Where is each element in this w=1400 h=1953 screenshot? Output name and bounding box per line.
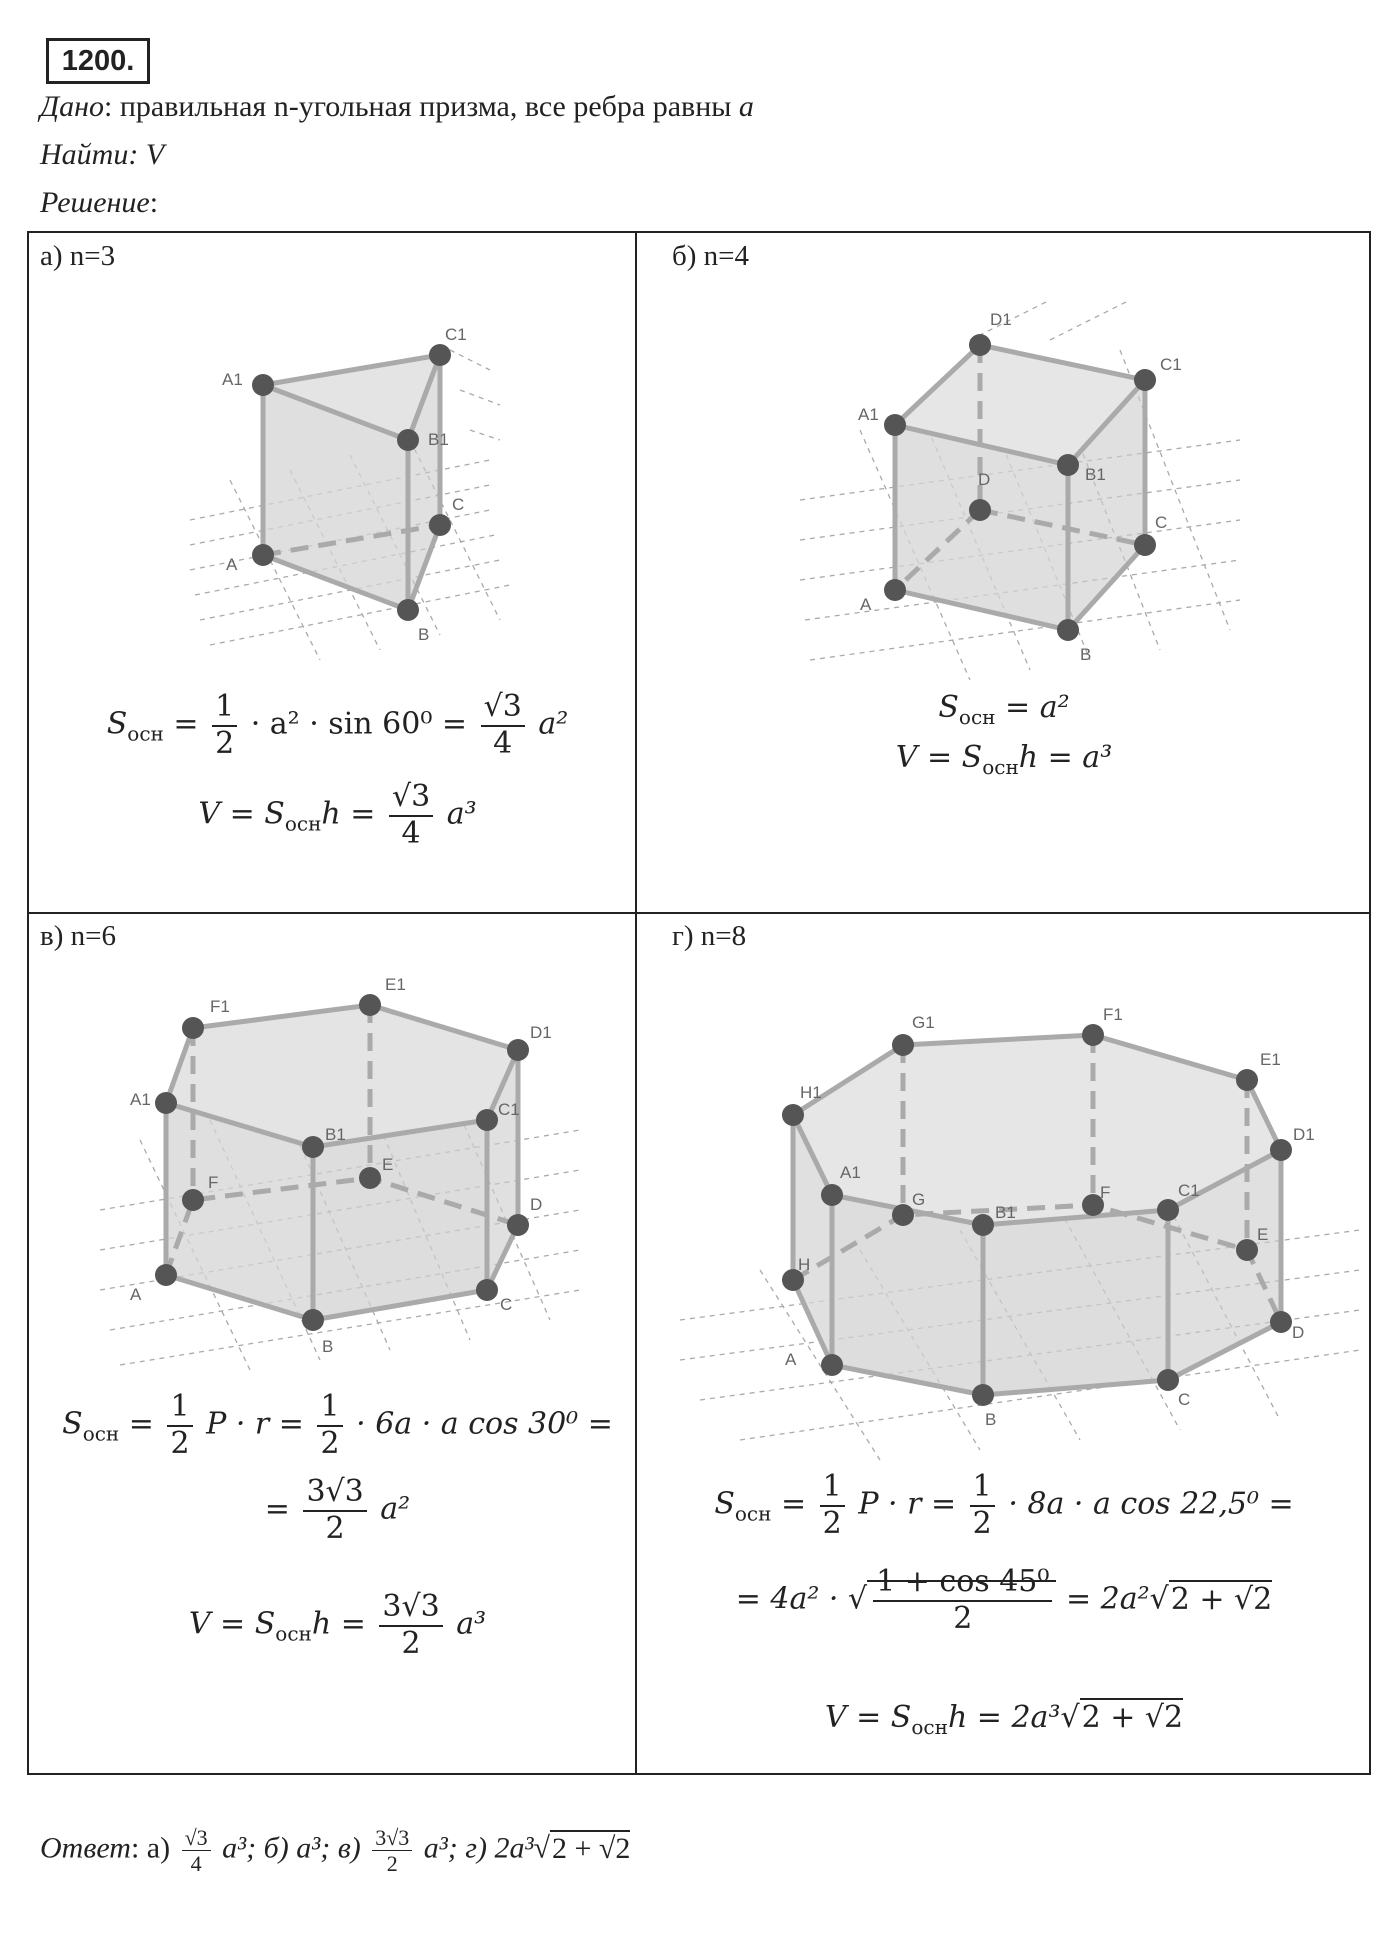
point-e-label: E: [382, 1155, 394, 1174]
point-b-label: B: [418, 625, 430, 644]
point-a-label: A: [226, 555, 238, 574]
fraction: $\frac{1}{2}$: [820, 1470, 845, 1541]
given-text: : правильная n-угольная призма, все ребра равны: [103, 90, 732, 123]
point-h-label: H: [798, 1255, 811, 1274]
find-label: Найти: [40, 138, 129, 171]
point-a1-label: A1: [858, 405, 879, 424]
point-b1-label: B1: [995, 1203, 1016, 1222]
answer-line: Ответ: а) $\frac{√3}{4}$ a³; б) a³; в) $\frac{3√3}{2}$ a³; г) 2a³√2 + √2: [40, 1825, 631, 1877]
point-c1-label: C1: [498, 1100, 520, 1119]
cell-b-area-formula: $S_{осн} = a^2$: [938, 690, 1070, 729]
table-divider-horizontal: [27, 912, 1371, 914]
point-e1-label: E1: [1260, 1050, 1281, 1069]
fraction: $\frac{1}{2}$: [317, 1390, 342, 1461]
point-c1-label: C1: [1178, 1181, 1200, 1200]
point-f-label: F: [1100, 1183, 1111, 1202]
point-a-label: A: [130, 1285, 142, 1304]
fraction: $\frac{3√3}{2}$: [372, 1825, 412, 1877]
cell-d-area-formula: $S_{осн}$ = $\frac{1}{2}$ P · r = $\frac{1}{2}$ · 8a · a cos 22,5⁰ =: [714, 1469, 1294, 1541]
prism-octagonal-figure: [680, 1000, 1360, 1460]
point-d-label: D: [530, 1195, 543, 1214]
cell-b-volume-formula: $V = S_{осн}h = a^3$: [895, 740, 1113, 779]
point-g-label: G: [912, 1190, 926, 1209]
problem-number: 1200.: [46, 38, 150, 84]
point-f-label: F: [208, 1173, 219, 1192]
solution-label: Решение: [40, 186, 150, 219]
point-d1-label: D1: [990, 310, 1012, 329]
point-a-label: A: [785, 1350, 797, 1369]
find-line: [40, 138, 164, 172]
point-b1-label: B1: [1085, 465, 1106, 484]
cell-d-label: г) n=8: [672, 920, 747, 952]
fraction: $\frac{1}{2}$: [970, 1470, 995, 1541]
point-d-label: D: [978, 470, 991, 489]
point-c-label: C: [452, 495, 465, 514]
point-g1-label: G1: [912, 1013, 935, 1032]
answer-label: Ответ: [40, 1831, 131, 1865]
point-b-label: B: [1080, 645, 1092, 664]
cell-d-volume-formula: $V = S_{осн}h = 2a^3√2 + √2$: [824, 1700, 1184, 1739]
fraction: $\frac{√3}{4}$: [182, 1825, 211, 1877]
fraction: $\frac{√3}{4}$: [389, 780, 433, 851]
cell-b-label: б) n=4: [672, 240, 750, 272]
point-b-label: B: [985, 1410, 997, 1429]
point-e-label: E: [1257, 1225, 1269, 1244]
point-f1-label: F1: [1103, 1005, 1123, 1024]
point-c-label: C: [500, 1295, 513, 1314]
solution-line: [40, 186, 158, 220]
cell-c-label: в) n=6: [40, 920, 116, 952]
fraction: $\frac{\text{1 + cos 45⁰}}{2}$: [873, 1565, 1052, 1636]
point-b1-label: B1: [325, 1125, 346, 1144]
cell-c-volume-formula: $V = S_{осн}h$ = $\frac{3√3}{2}$ a³: [188, 1589, 487, 1661]
point-d-label: D: [1292, 1323, 1305, 1342]
point-c-label: C: [1178, 1390, 1191, 1409]
point-e1-label: E1: [385, 975, 406, 994]
point-b1-label: B1: [428, 430, 449, 449]
prism-square-figure: [800, 300, 1240, 690]
fraction: $\frac{3√3}{2}$: [303, 1475, 366, 1546]
table-divider-vertical: [635, 231, 637, 1775]
cell-a-area-formula: $S_{осн}$ = $\frac{1}{2}$ · a² · sin 60⁰ = $\frac{√3}{4}$ a²: [106, 689, 569, 761]
cell-a-label: а) n=3: [40, 240, 116, 272]
point-a-label: A: [860, 595, 872, 614]
point-b-label: B: [322, 1337, 334, 1356]
cell-c-area-formula: $S_{осн}$ = $\frac{1}{2}$ P · r = $\frac{1}{2}$ · 6a · a cos 30⁰ =: [62, 1389, 613, 1461]
point-c1-label: C1: [1160, 355, 1182, 374]
point-d1-label: D1: [1293, 1125, 1315, 1144]
cell-a-volume-formula: $V = S_{осн}h$ = $\frac{√3}{4}$ a³: [198, 779, 477, 851]
find-text: : V: [128, 138, 165, 171]
point-a1-label: A1: [130, 1090, 151, 1109]
prism-triangular-figure: [190, 325, 520, 670]
fraction: $\frac{√3}{4}$: [481, 690, 525, 761]
fraction: $\frac{1}{2}$: [212, 690, 237, 761]
solution-colon: :: [149, 186, 159, 219]
fraction: $\frac{1}{2}$: [167, 1390, 192, 1461]
given-line: [40, 90, 754, 124]
point-c1-label: C1: [445, 325, 467, 344]
cell-c-area-result: = $\frac{3√3}{2}$ a²: [264, 1474, 411, 1546]
prism-hexagonal-figure: [100, 960, 580, 1380]
point-a1-label: A1: [840, 1163, 861, 1182]
given-label: Дано: [40, 90, 104, 123]
point-h1-label: H1: [800, 1083, 822, 1102]
point-c-label: C: [1155, 513, 1168, 532]
cell-d-area-result: = 4a² · √ $\frac{\text{1 + cos 45⁰}}{2}$ = 2a²√2 + √2: [735, 1564, 1273, 1636]
given-var: a: [738, 90, 754, 123]
fraction: $\frac{3√3}{2}$: [379, 1590, 442, 1661]
point-a1-label: A1: [222, 370, 243, 389]
point-d1-label: D1: [530, 1023, 552, 1042]
point-f1-label: F1: [210, 997, 230, 1016]
